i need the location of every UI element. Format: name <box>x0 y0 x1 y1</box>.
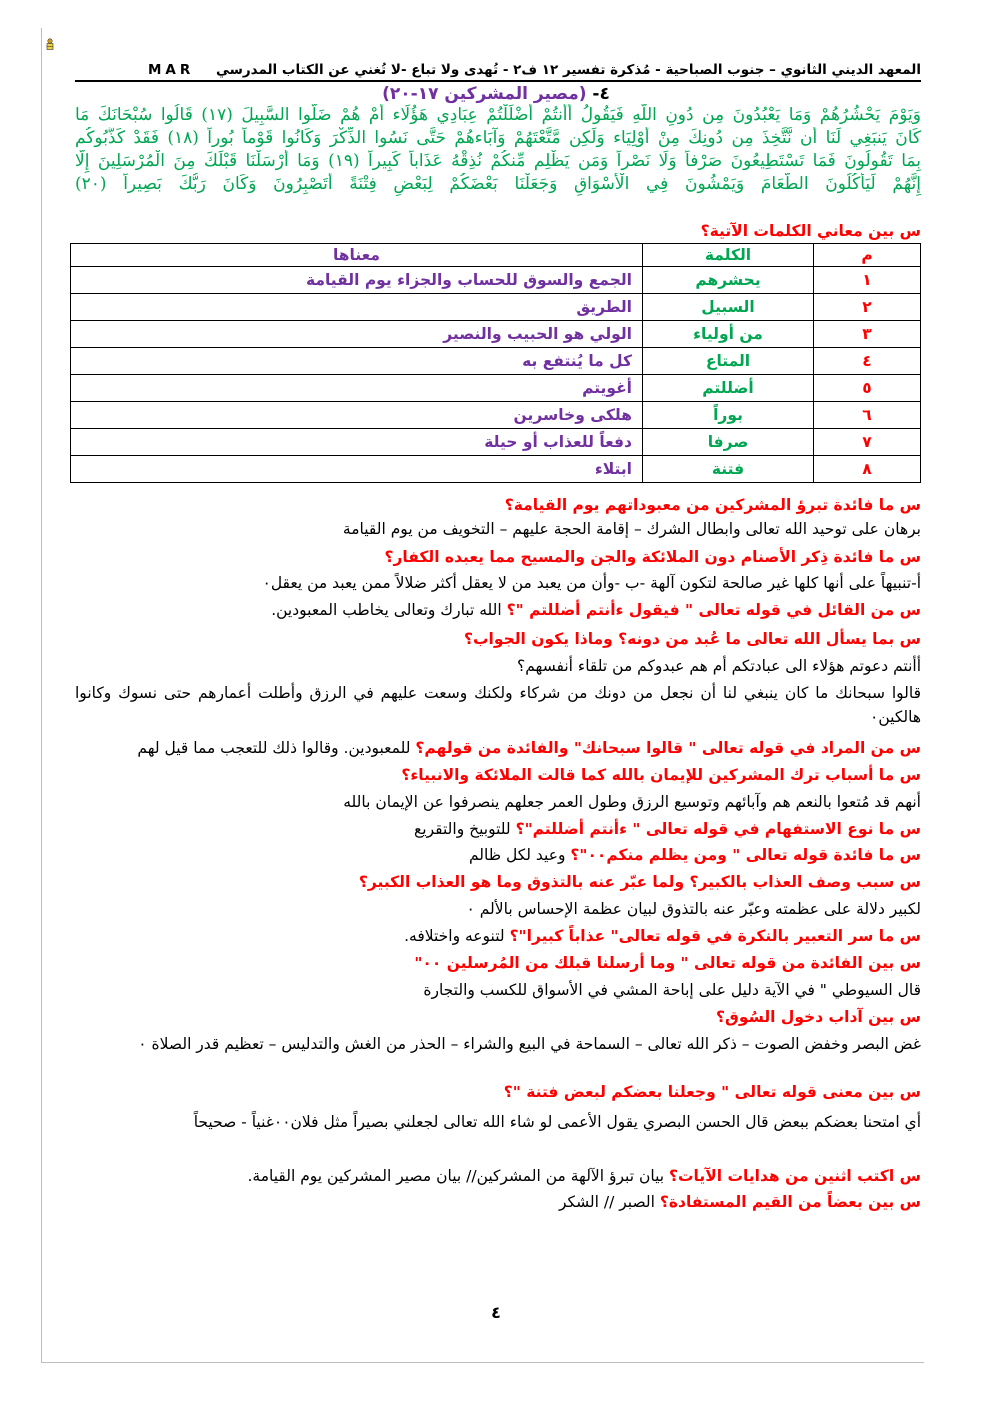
row-meaning: دفعاً للعذاب أو حيلة <box>71 429 643 456</box>
row-num: ٣ <box>814 321 921 348</box>
question-text: س اكتب اثنين من هدايات الآيات؟ <box>668 1167 921 1185</box>
qa-line <box>75 925 921 947</box>
question-line: س ما فائدة تبرؤ المشركين من معبوداتهم يوم القيامة؟ <box>504 496 921 514</box>
qa-line <box>75 844 921 866</box>
question-line: س سبب وصف العذاب بالكبير؟ ولما عبّر عنه بالتذوق وما هو العذاب الكبير؟ <box>358 873 921 891</box>
question-line: س ما أسباب ترك المشركين للإيمان بالله كما قالت الملائكة والانبياء؟ <box>401 766 921 784</box>
qa-line <box>75 818 921 840</box>
row-meaning: ابتلاء <box>71 456 643 483</box>
row-meaning: الطريق <box>71 294 643 321</box>
lesson-number: ٤- <box>592 84 610 104</box>
answer-line: أ-تنبيهاً على أنها كلها غير صالحة لتكون آلهة -ب -وأن من يعبد من لا يعقل أكثر ضلالاً ممن يعبد من يعقل٠ <box>262 574 921 592</box>
question-text: س بين بعضاً من القيم المستفادة؟ <box>659 1193 921 1211</box>
row-meaning: الولي هو الحبيب والنصير <box>71 321 643 348</box>
quran-verses <box>75 104 921 196</box>
answer-text: الله تبارك وتعالى يخاطب المعبودين. <box>271 601 507 619</box>
row-meaning: كل ما يُنتفع به <box>71 348 643 375</box>
question-text: س من المراد في قوله تعالى " قالوا سبحانك" والفائدة من قولهم؟ <box>415 739 921 757</box>
header-initials: MAR <box>148 62 195 78</box>
verse-line: وَيَوْمَ يَحْشُرُهُمْ وَمَا يَعْبُدُونَ مِن دُونِ اللَّهِ فَيَقُولُ أَأَنتُمْ أَضْلَلْتُمْ عِبَادِي هَؤُلَاء أَمْ هُمْ ضَلُّوا السَّبِيلَ (١٧) قَالُوا سُبْحَانَكَ مَا <box>75 105 921 125</box>
table-row <box>71 348 921 375</box>
answer-line: قال السيوطي " في الآية دليل على إباحة المشي في الأسواق للكسب والتجارة <box>423 981 921 999</box>
row-meaning: هلكى وخاسرين <box>71 402 643 429</box>
page-frame-bottom <box>41 1362 924 1363</box>
qa-line <box>75 1191 921 1213</box>
header-meaning: معناها <box>71 244 643 267</box>
answer-text: لتنوعه واختلافه. <box>404 927 510 945</box>
page-number: ٤ <box>491 1303 501 1322</box>
lesson-title <box>0 83 992 105</box>
question-text: س من القائل في قوله تعالى " فيقول ءأنتم أضللتم "؟ <box>506 601 921 619</box>
table-row <box>71 294 921 321</box>
header-num: م <box>814 244 921 267</box>
row-num: ٥ <box>814 375 921 402</box>
answer-line: أأنتم دعوتم هؤلاء الى عبادتكم أم هم عبدوكم من تلقاء أنفسهم؟ <box>517 657 921 675</box>
qa-line <box>75 737 921 759</box>
verse-line: بِمَا تَقُولُونَ فَمَا تَسْتَطِيعُونَ صَرْفاً وَلَا نَصْراً وَمَن يَظْلِم مِّنكُمْ نُذِقْهُ عَذَاباً كَبِيراً (١٩) وَمَا أَرْسَلْنَا قَبْلَكَ مِنَ الْمُرْسَلِينَ إِلَّا <box>75 151 921 171</box>
lesson-heading: (مصير المشركين ١٧-٢٠) <box>382 84 587 104</box>
row-word: من أولياء <box>643 321 814 348</box>
question-line: س بما يسأل الله تعالى ما عُبد من دونه؟ وماذا يكون الجواب؟ <box>463 630 921 648</box>
answer-line: لكبير دلالة على عظمته وعبّر عنه بالتذوق لبيان عظمة الإحساس بالألم ٠ <box>466 900 921 918</box>
row-word: أضللتم <box>643 375 814 402</box>
header-title: المعهد الديني الثانوي – جنوب الصباحية - مُذكرة تفسير ١٢ ف٢ - تُهدى ولا تباع -لا تُغني عن الكتاب المدرسي <box>215 62 921 78</box>
answer-text: بيان تبرؤ الآلهة من المشركين// بيان مصير المشركين يوم القيامة. <box>247 1167 669 1185</box>
row-word: صرفا <box>643 429 814 456</box>
row-word: يحشرهم <box>643 267 814 294</box>
header-word: الكلمة <box>643 244 814 267</box>
vocab-question: س بين معاني الكلمات الآتية؟ <box>700 222 921 240</box>
question-text: س ما نوع الاستفهام في قوله تعالى " ءأنتم أضللتم"؟ <box>515 820 921 838</box>
answer-text: للتوبيخ والتقريع <box>414 820 516 838</box>
table-row <box>71 321 921 348</box>
answer-text: وعيد لكل ظالم <box>468 846 571 864</box>
qa-line <box>75 599 921 621</box>
row-word: فتنة <box>643 456 814 483</box>
row-num: ٢ <box>814 294 921 321</box>
vocab-table <box>70 243 921 483</box>
answer-paragraph: أي امتحنا بعضكم ببعض قال الحسن البصري يقول الأعمى لو شاء الله تعالى لجعلني بصيراً مثل فلان٠٠غنياً - صحيحاً <box>193 1113 921 1131</box>
row-num: ٦ <box>814 402 921 429</box>
table-row <box>71 375 921 402</box>
page-header <box>75 62 921 80</box>
question-text: س ما سر التعبير بالنكرة في قوله تعالى" عذاباً كبيرا"؟ <box>509 927 921 945</box>
table-row <box>71 456 921 483</box>
table-row <box>71 429 921 456</box>
ornament-icon <box>44 38 56 52</box>
header-rule <box>75 80 921 82</box>
row-word: السبيل <box>643 294 814 321</box>
table-row <box>71 402 921 429</box>
table-row <box>71 267 921 294</box>
row-meaning: أغويتم <box>71 375 643 402</box>
row-meaning: الجمع والسوق للحساب والجزاء يوم القيامة <box>71 267 643 294</box>
verse-line: كَانَ يَنبَغِي لَنَا أَن نَّتَّخِذَ مِن دُونِكَ مِنْ أَوْلِيَاء وَلَكِن مَّتَّعْتَهُمْ وَآبَاءهُمْ حَتَّى نَسُوا الذِّكْرَ وَكَانُوا قَوْماً بُوراً (١٨) فَقَدْ كَذَّبُوكُم <box>75 128 921 148</box>
row-word: المتاع <box>643 348 814 375</box>
question-text: س ما فائدة قوله تعالى " ومن يظلم منكم٠٠"؟ <box>570 846 921 864</box>
row-num: ٨ <box>814 456 921 483</box>
qa-line <box>75 1165 921 1187</box>
row-num: ١ <box>814 267 921 294</box>
question-line: س بين آداب دخول السُوق؟ <box>716 1008 921 1026</box>
question-line: س ما فائدة ذِكر الأصنام دون الملائكة والجن والمسيح مما يعبده الكفار؟ <box>384 548 921 566</box>
question-line: س بين الفائدة من قوله تعالى " وما أرسلنا قبلك من المُرسلين ٠٠" <box>414 954 921 972</box>
answer-text: للمعبودين. وقالوا ذلك للتعجب مما قيل لهم <box>137 739 416 757</box>
row-word: بوراً <box>643 402 814 429</box>
row-num: ٧ <box>814 429 921 456</box>
table-header-row <box>71 244 921 267</box>
answer-paragraph: قالوا سبحانك ما كان ينبغي لنا أن نجعل من دونك من شركاء ولكنك وسعت عليهم في الرزق وأطلت أعمارهم حتى نسوك وكانوا هالكين٠ <box>75 684 921 726</box>
answer-text: الصبر // الشكر <box>558 1193 660 1211</box>
answer-paragraph: غض البصر وخفض الصوت – ذكر الله تعالى – السماحة في البيع والشراء – الحذر من الغش والتدليس – تعظيم قدر الصلاة ٠ <box>138 1035 921 1053</box>
row-num: ٤ <box>814 348 921 375</box>
answer-line: أنهم قد مُتعوا بالنعم هم وآبائهم وتوسيع الرزق وطول العمر جعلهم ينصرفوا عن الإيمان بالله <box>343 793 921 811</box>
page-frame-left <box>41 28 42 1363</box>
question-line: س بين معنى قوله تعالى " وجعلنا بعضكم لبعض فتنة "؟ <box>503 1083 921 1101</box>
answer-line: برهان على توحيد الله تعالى وابطال الشرك – إقامة الحجة عليهم – التخويف من يوم القيامة <box>342 520 921 538</box>
verse-line: إِنَّهُمْ لَيَأْكُلُونَ الطَّعَامَ وَيَمْشُونَ فِي الْأَسْوَاقِ وَجَعَلْنَا بَعْضَكُمْ لِبَعْضٍ فِتْنَةً أَتَصْبِرُونَ وَكَانَ رَبُّكَ بَصِيراً (٢٠) <box>75 174 921 194</box>
